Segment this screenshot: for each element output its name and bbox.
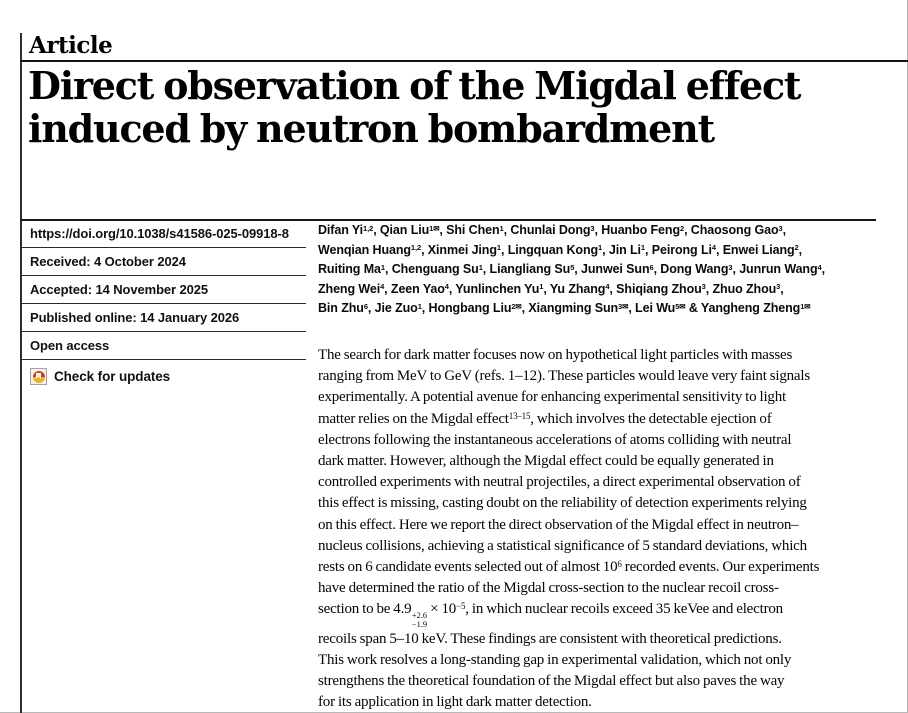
author-line: Ruiting Ma$^1$, Chenguang Su$^1$, Liangliang Su$^5$, Junwei Sun$^6$, Dong Wang$^3$, Junrun Wang$^4$, (318, 262, 825, 276)
crossmark-icon-circle (33, 371, 45, 383)
abstract-line: section to be 4.9 +2.6 −1.9 × $10^{-5}$, in which nuclear recoils exceed 35 keVee and electron (318, 601, 783, 629)
doi-link[interactable]: https://doi.org/10.1038/s41586-025-09918-8 (21, 220, 306, 248)
author-line: Difan Yi$^{1,2}$, Qian Liu$^{1✉}$, Shi Chen$^1$, Chunlai Dong$^3$, Huanbo Feng$^2$, Chaosong Gao$^3$, (318, 223, 786, 237)
title-line: induced by neutron bombardment (28, 106, 714, 151)
abstract-line: This work resolves a long-standing gap in experimental validation, which not only (318, 651, 792, 668)
check-for-updates-label: Check for updates (54, 369, 171, 384)
crossmark-icon (30, 368, 47, 385)
abstract-line: The search for dark matter focuses now on hypothetical light particles with masses (318, 347, 793, 363)
author-list (318, 221, 893, 319)
abstract-line: rests on 6 candidate events selected out of almost $10^6$ recorded events. Our experiments (318, 558, 820, 576)
title-line: Direct observation of the Migdal effect (28, 63, 801, 108)
check-for-updates-button[interactable] (21, 360, 306, 391)
abstract-line: recoils span 5–10 keV. These findings are consistent with theoretical predictions. (318, 630, 782, 647)
abstract-line: on this effect. Here we report the direct observation of the Migdal effect in neutron– (318, 516, 799, 533)
meta-row-open-access: Open access (21, 332, 306, 360)
author-line: Bin Zhu$^6$, Jie Zuo$^1$, Hongbang Liu$^{2✉}$, Xiangming Sun$^{3✉}$, Lei $Wu^{5✉}$ & Yangheng Zheng$^{1✉}$ (318, 301, 811, 315)
meta-row-accepted: Accepted: 14 November 2025 (21, 276, 306, 304)
author-line: Wenqian Huang$^{1,2}$, Xinmei Jing$^1$, Lingquan Kong$^1$, Jin Li$^1$, Peirong Li$^4$, Enwei Liang$^2$, (318, 242, 802, 257)
abstract-line: experimentally. A potential avenue for enhancing experimental sensitivity to light (318, 389, 786, 406)
article-type-label: Article (29, 32, 113, 59)
abstract-line: matter relies on the Migdal effect$^{13-15}$, which involves the detectable ejection of (318, 410, 772, 427)
meta-row-published: Published online: 14 January 2026 (21, 304, 306, 332)
abstract-line: this effect is missing, casting doubt on the reliability of detection experiments relying (318, 495, 807, 512)
abstract-line: for its application in light dark matter detection. (318, 694, 592, 711)
header-rule (20, 60, 908, 62)
abstract-line: strengthens the theoretical foundation of the Migdal effect but also paves the way (318, 673, 785, 690)
author-line: Zheng Wei$^4$, Zeen Yao$^4$, Yunlinchen Yu$^1$, Yu Zhang$^4$, Shiqiang Zhou$^3$, Zhuo Zhou$^3$, (318, 281, 784, 296)
abstract-line: controlled experiments with neutral projectiles, a direct experimental observation of (318, 474, 801, 491)
abstract-line: ranging from MeV to GeV (refs. 1–12). These particles would leave very faint signals (318, 368, 810, 385)
abstract-line: dark matter. However, although the Migdal effect could be equally generated in (318, 453, 774, 470)
abstract-line: nucleus collisions, achieving a statistical significance of 5 standard deviations, which (318, 537, 807, 554)
page-title (28, 64, 800, 150)
abstract (318, 345, 893, 713)
meta-row-received: Received: 4 October 2024 (21, 248, 306, 276)
metadata-panel (21, 220, 306, 391)
abstract-line: have determined the ratio of the Migdal cross-section to the nuclear recoil cross- (318, 580, 779, 597)
abstract-line: electrons following the instantaneous accelerations of atoms colliding with neutral (318, 431, 792, 448)
